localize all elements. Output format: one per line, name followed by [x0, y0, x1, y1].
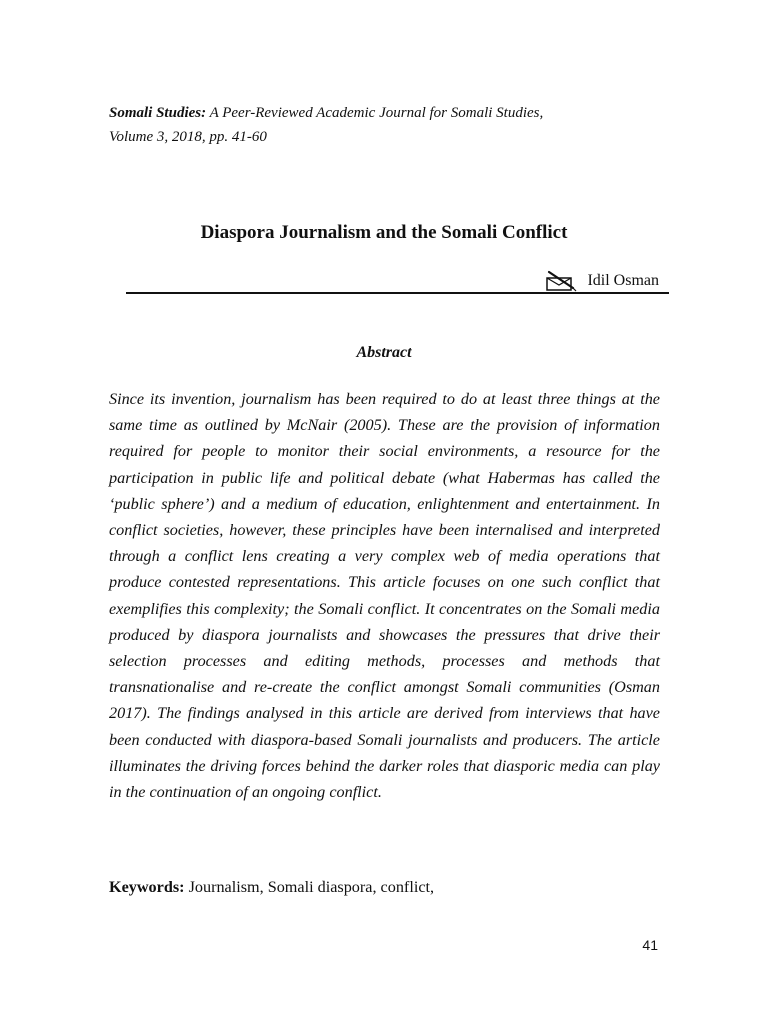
pen-and-paper-icon [543, 268, 581, 294]
journal-description: A Peer-Reviewed Academic Journal for Somali Studies, [206, 105, 544, 121]
abstract-text: Since its invention, journalism has been required to do at least three things at the same time as outlined by McNair (2005). These are the provision of information required for people to monitor their social environments, a resource for the participation in public life and political debate (what Habermas has called the ‘public sphere’) and a medium of education, enlightenment and entertainment. In conflict societies, however, these principles have been internalised and interpreted through a conflict lens creating a very complex web of media operations that produce contested representations. This article focuses on one such conflict that exemplifies this complexity; the Somali conflict. It concentrates on the Somali media produced by diaspora journalists and showcases the pressures that drive their selection processes and editing methods, processes and methods that transnationalise and re-create the conflict amongst Somali communities (Osman 2017). The findings analysed in this article are derived from interviews that have been conducted with diaspora-based Somali journalists and producers. The article illuminates the driving forces behind the darker roles that diasporic media can play in the continuation of an ongoing conflict. [109, 390, 660, 802]
keywords-line [109, 875, 660, 899]
keywords-label: Keywords: [109, 878, 185, 896]
journal-name: Somali Studies: [109, 105, 207, 121]
title-divider [126, 292, 669, 294]
author-name: Idil Osman [587, 272, 659, 289]
page-number: 41 [642, 937, 658, 953]
keywords-value: Journalism, Somali diaspora, conflict, [184, 878, 435, 896]
journal-citation-header [109, 101, 669, 149]
article-title: Diaspora Journalism and the Somali Conflict [200, 222, 568, 243]
abstract-heading: Abstract [356, 344, 412, 361]
journal-volume-line: Volume 3, 2018, pp. 41-60 [109, 129, 267, 145]
author-line [543, 268, 659, 294]
journal-title-line [109, 101, 669, 125]
